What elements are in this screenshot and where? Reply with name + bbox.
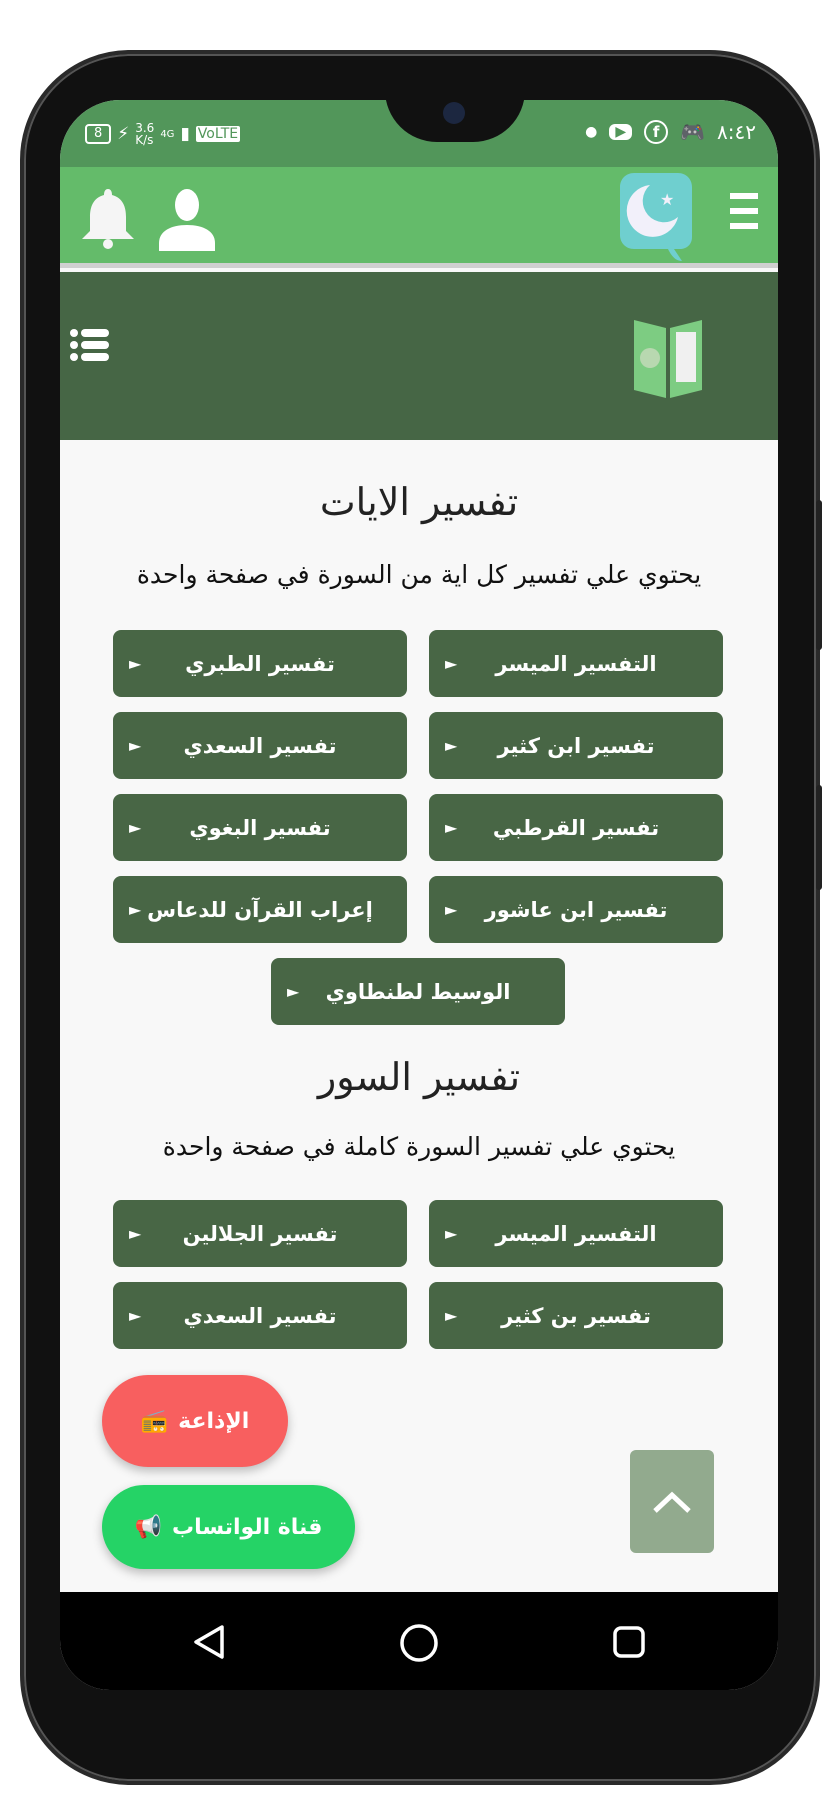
play-arrow-icon: ► [129,1306,142,1325]
content [60,440,778,1592]
tafsir-button[interactable] [429,876,723,943]
charging-icon: ⚡ [117,124,130,144]
svg-text:★: ★ [660,190,675,209]
network-type: 4G [160,128,175,140]
home-icon[interactable] [399,1623,439,1663]
play-arrow-icon: ► [445,1224,458,1243]
battery-icon: 8 [85,124,111,144]
facebook-icon: f [644,120,668,144]
megaphone-icon: 📢 [134,1514,162,1540]
whatsapp-label: قناة الواتساب [171,1514,323,1540]
camera [443,102,465,124]
button-label: تفسير ابن كثير [497,733,655,758]
whatsapp-channel-button[interactable] [102,1485,355,1569]
play-arrow-icon: ► [287,982,300,1001]
button-label: التفسير الميسر [495,651,657,676]
net-speed-unit: K/s [135,133,154,147]
button-label: تفسير السعدي [183,733,337,758]
play-arrow-icon: ► [445,736,458,755]
button-label: تفسير الطبري [185,651,335,676]
tafsir-button[interactable] [429,1282,723,1349]
button-label: الوسيط لطنطاوي [325,979,511,1004]
tafsir-button[interactable] [113,876,407,943]
play-arrow-icon: ► [445,654,458,673]
quran-book-icon [632,310,704,400]
play-arrow-icon: ► [129,654,142,673]
chevron-up-icon [652,1490,692,1514]
recents-icon[interactable] [612,1625,646,1659]
youtube-icon: ▶ [609,124,632,140]
radio-label: الإذاعة [178,1408,250,1434]
button-label: تفسير البغوي [189,815,331,840]
screen [60,100,778,1690]
button-label: إعراب القرآن للدعاس [147,897,373,922]
button-label: تفسير السعدي [183,1303,337,1328]
clock: ٨:٤٢ [717,120,756,144]
button-label: تفسير بن كثير [501,1303,651,1328]
volte-badge: VoLTE [197,126,239,142]
tafsir-button[interactable] [113,1282,407,1349]
back-icon[interactable] [192,1624,226,1660]
section-desc-suwar: يحتوي علي تفسير السورة كاملة في صفحة واحدة [162,1132,676,1161]
play-arrow-icon: ► [445,900,458,919]
button-label: تفسير ابن عاشور [484,897,668,922]
tafsir-button[interactable] [271,958,565,1025]
volume-button [816,500,822,650]
app-bar [60,167,778,268]
radio-button[interactable] [102,1375,288,1467]
play-arrow-icon: ► [129,900,142,919]
tafsir-button[interactable] [429,794,723,861]
tafsir-button[interactable] [113,712,407,779]
net-speed: 3.6 [135,121,155,135]
section-desc-ayat: يحتوي علي تفسير كل اية من السورة في صفحة واحدة [136,560,702,589]
hamburger-icon[interactable] [730,193,758,229]
list-icon[interactable] [70,327,110,363]
status-bar [60,100,778,167]
section-title-suwar: تفسير السور [317,1055,521,1099]
power-button [816,785,822,890]
play-arrow-icon: ► [129,736,142,755]
tafsir-button[interactable] [429,630,723,697]
play-arrow-icon: ► [445,818,458,837]
tafsir-button[interactable] [429,1200,723,1267]
section-title-ayat: تفسير الايات [319,480,519,524]
crescent-chat-logo[interactable] [620,173,692,263]
play-arrow-icon: ► [129,818,142,837]
play-arrow-icon: ► [445,1306,458,1325]
system-nav-bar [60,1592,778,1690]
notch [385,100,525,142]
game-icon: 🎮 [680,120,706,144]
signal-icon: ▮ [180,124,190,144]
tafsir-button[interactable] [113,630,407,697]
page-header [60,272,778,440]
button-label: التفسير الميسر [495,1221,657,1246]
button-label: تفسير الجلالين [182,1221,338,1246]
tafsir-button[interactable] [429,712,723,779]
radio-icon: 📻 [140,1408,169,1434]
tafsir-button[interactable] [113,1200,407,1267]
dot-icon: ● [585,124,598,140]
play-arrow-icon: ► [129,1224,142,1243]
scroll-top-button[interactable] [630,1450,714,1553]
bell-icon[interactable] [80,187,136,249]
user-icon[interactable] [155,187,219,251]
tafsir-button[interactable] [113,794,407,861]
button-label: تفسير القرطبي [492,815,660,840]
